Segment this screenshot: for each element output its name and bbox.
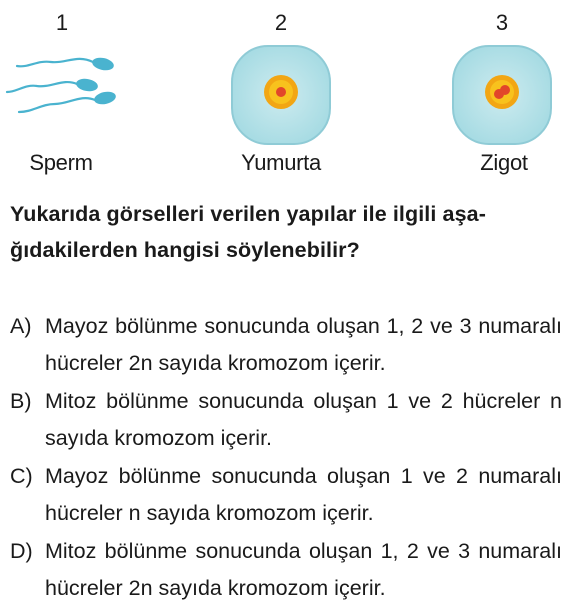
- option-text: Mitoz bölünme sonucunda oluşan 1, 2 ve 3 numaralı hücreler 2n sayıda kromozom içerir.: [45, 539, 562, 600]
- figure-number-1: 1: [55, 10, 69, 35]
- figure-number-3: 3: [495, 10, 509, 35]
- option-text: Mayoz bölünme sonucunda oluşan 1 ve 2 numaralı hücreler n sayıda kromozom içerir.: [45, 464, 562, 525]
- option-d[interactable]: [10, 533, 562, 607]
- question-text: Yukarıda görselleri verilen yapılar ile ilgili aşağıdakilerden hangisi söylenebilir?: [10, 202, 486, 262]
- option-letter: B): [10, 389, 32, 413]
- option-letter: A): [10, 314, 32, 338]
- option-text: Mayoz bölünme sonucunda oluşan 1, 2 ve 3 numaralı hücreler 2n sayıda kromozom içerir.: [45, 314, 562, 375]
- egg-cell-icon: [228, 42, 334, 148]
- figure-number-2: 2: [274, 10, 288, 35]
- figure-caption-sperm: Sperm: [29, 150, 93, 175]
- option-text: Mitoz bölünme sonucunda oluşan 1 ve 2 hücreler n sayıda kromozom içerir.: [45, 389, 562, 450]
- answer-options: [10, 308, 562, 608]
- option-b[interactable]: [10, 383, 562, 457]
- option-c[interactable]: [10, 458, 562, 532]
- figure-caption-zygote: Zigot: [480, 150, 528, 175]
- option-letter: C): [10, 464, 33, 488]
- question-figure: [0, 0, 576, 190]
- sperm-icon: [5, 48, 125, 128]
- option-a[interactable]: [10, 308, 562, 382]
- zygote-icon: [449, 42, 555, 148]
- option-letter: D): [10, 539, 33, 563]
- figure-caption-egg: Yumurta: [241, 150, 321, 175]
